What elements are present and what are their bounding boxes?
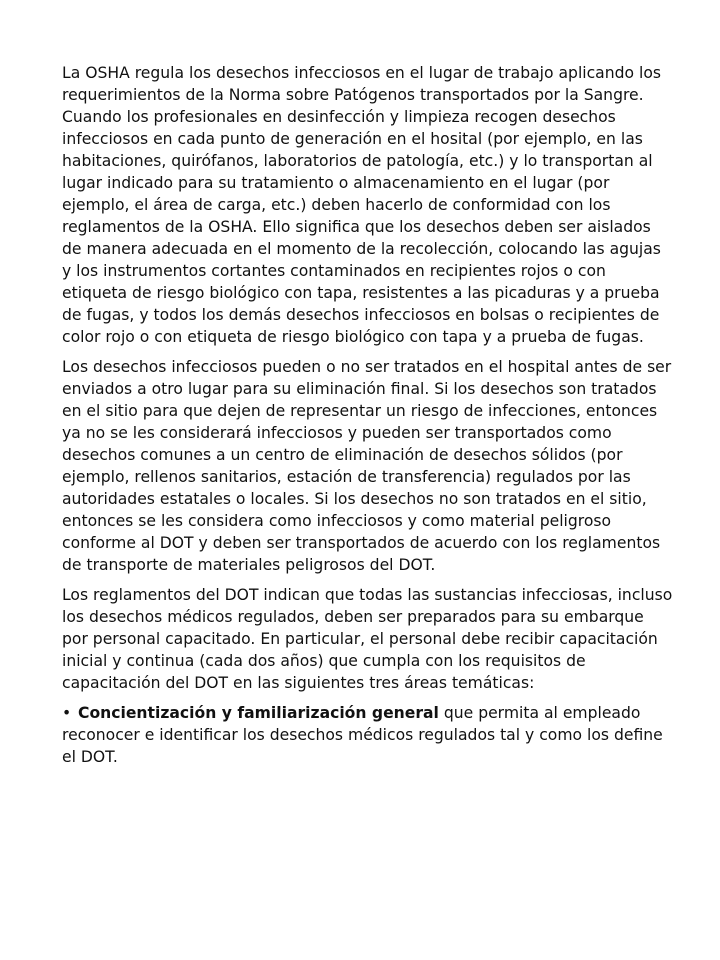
bullet-text: que permita al empleado reconocer e identificar los desechos médicos regulados tal y como los define el DOT. <box>62 704 663 766</box>
paragraph-treatment: Los desechos infecciosos pueden o no ser tratados en el hospital antes de ser enviados a otro lugar para su eliminación final. Si los desechos son tratados en el sitio para que dejen de representar un riesgo de infecciones, entonces ya no se les considerará infecciosos y pueden ser transportados como desechos comunes a un centro de eliminación de desechos sólidos (por ejemplo, rellenos sanitarios, estación de transferencia) regulados por las autoridades estatales o locales. Si los desechos no son tratados en el sitio, entonces se les considera como infecciosos y como material peligroso conforme al DOT y deben ser transportados de acuerdo con los reglamentos de transporte de materiales peligrosos del DOT. <box>62 358 672 574</box>
bullet-item <box>62 702 674 768</box>
bullet-bold-term: Concientización y familiarización general <box>78 704 439 722</box>
document-body <box>62 62 674 776</box>
paragraph-osha: La OSHA regula los desechos infecciosos en el lugar de trabajo aplicando los requerimientos de la Norma sobre Patógenos transportados por la Sangre. Cuando los profesionales en desinfección y limpieza recogen desechos infecciosos en cada punto de generación en el hosital (por ejemplo, en las habitaciones, quirófanos, laboratorios de patología, etc.) y lo transportan al lugar indicado para su tratamiento o almacenamiento en el lugar (por ejemplo, el área de carga, etc.) deben hacerlo de conformidad con los reglamentos de la OSHA. Ello significa que los desechos deben ser aislados de manera adecuada en el momento de la recolección, colocando las agujas y los instrumentos cortantes contaminados en recipientes rojos o con etiqueta de riesgo biológico con tapa, resistentes a las picaduras y a prueba de fugas, y todos los demás desechos infecciosos en bolsas o recipientes de color rojo o con etiqueta de riesgo biológico con tapa y a prueba de fugas. <box>62 64 662 346</box>
bullet-glyph: • <box>62 704 72 722</box>
paragraph-dot-regulations: Los reglamentos del DOT indican que todas las sustancias infecciosas, incluso los desechos médicos regulados, deben ser preparados para su embarque por personal capacitado. En particular, el personal debe recibir capacitación inicial y continua (cada dos años) que cumpla con los requisitos de capacitación del DOT en las siguientes tres áreas temáticas: <box>62 586 673 692</box>
